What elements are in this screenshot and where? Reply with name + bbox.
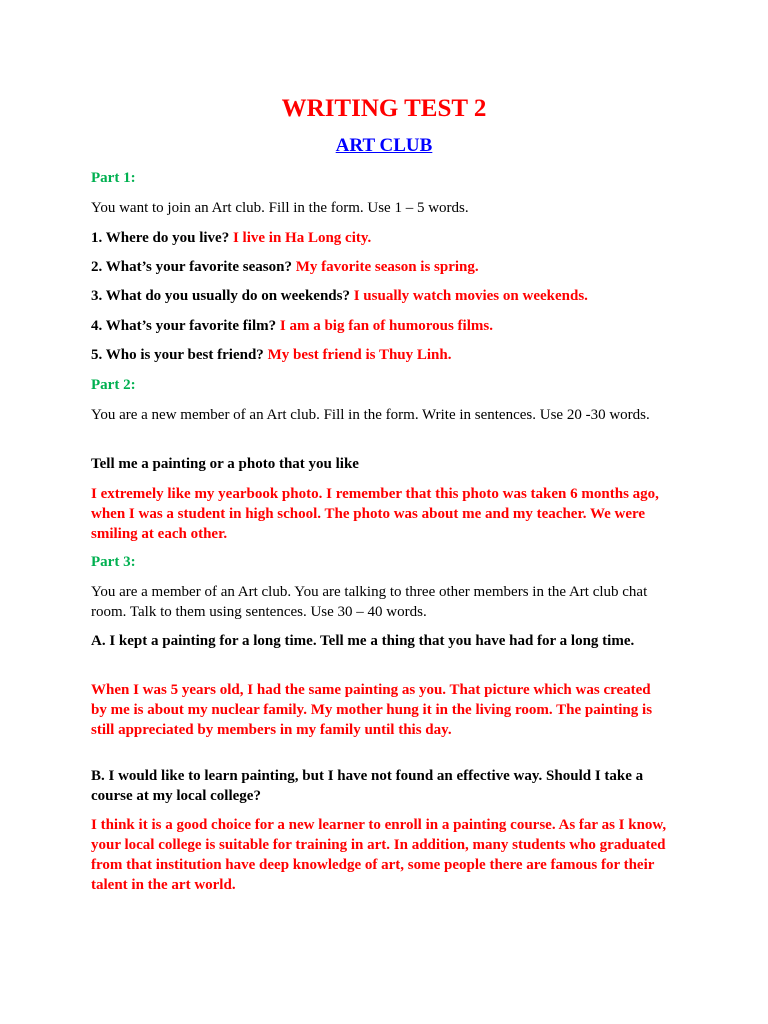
answer-text: I usually watch movies on weekends. <box>353 288 588 304</box>
part1-item-2 <box>91 257 681 277</box>
part1-item-3 <box>91 286 681 306</box>
part1-heading: Part 1: <box>91 170 136 186</box>
answer-text: My favorite season is spring. <box>295 259 479 275</box>
answer-text: I am a big fan of humorous films. <box>279 318 493 334</box>
page-subtitle: ART CLUB <box>335 135 433 156</box>
part3-answer-a: When I was 5 years old, I had the same painting as you. That picture which was created by me is about my nuclear family. My mother hung it in the living room. The painting is still appreciated by members in my family until this day. <box>91 682 653 738</box>
part1-item-5 <box>91 345 681 365</box>
question-text: 1. Where do you live? <box>91 230 230 246</box>
question-text: 3. What do you usually do on weekends? <box>91 288 350 304</box>
part3-question-b: B. I would like to learn painting, but I have not found an effective way. Should I take a course at my local college? <box>91 768 644 804</box>
part1-item-4 <box>91 316 681 336</box>
part3-instruction: You are a member of an Art club. You are talking to three other members in the Art club chat room. Talk to them using sentences. Use 30 – 40 words. <box>91 584 648 620</box>
part3-answer-b: I think it is a good choice for a new learner to enroll in a painting course. As far as I know, your local college is suitable for training in art. In addition, many students who graduated from that institution have deep knowledge of art, some people there are famous for their talent in the art world. <box>91 817 667 893</box>
part3-question-a: A. I kept a painting for a long time. Tell me a thing that you have had for a long time. <box>91 633 635 649</box>
part2-answer: I extremely like my yearbook photo. I remember that this photo was taken 6 months ago, when I was a student in high school. The photo was about me and my teacher. We were smiling at each other. <box>91 486 659 542</box>
question-text: 4. What’s your favorite film? <box>91 318 277 334</box>
part2-question: Tell me a painting or a photo that you like <box>91 456 359 472</box>
part2-heading: Part 2: <box>91 377 136 393</box>
answer-text: My best friend is Thuy Linh. <box>267 347 452 363</box>
question-text: 2. What’s your favorite season? <box>91 259 292 275</box>
page-title: WRITING TEST 2 <box>281 95 487 122</box>
question-text: 5. Who is your best friend? <box>91 347 264 363</box>
part1-item-1 <box>91 228 681 248</box>
part2-instruction: You are a new member of an Art club. Fill in the form. Write in sentences. Use 20 -30 words. <box>91 407 650 423</box>
answer-text: I live in Ha Long city. <box>232 230 372 246</box>
part3-heading: Part 3: <box>91 554 136 570</box>
part1-instruction: You want to join an Art club. Fill in the form. Use 1 – 5 words. <box>91 200 469 216</box>
